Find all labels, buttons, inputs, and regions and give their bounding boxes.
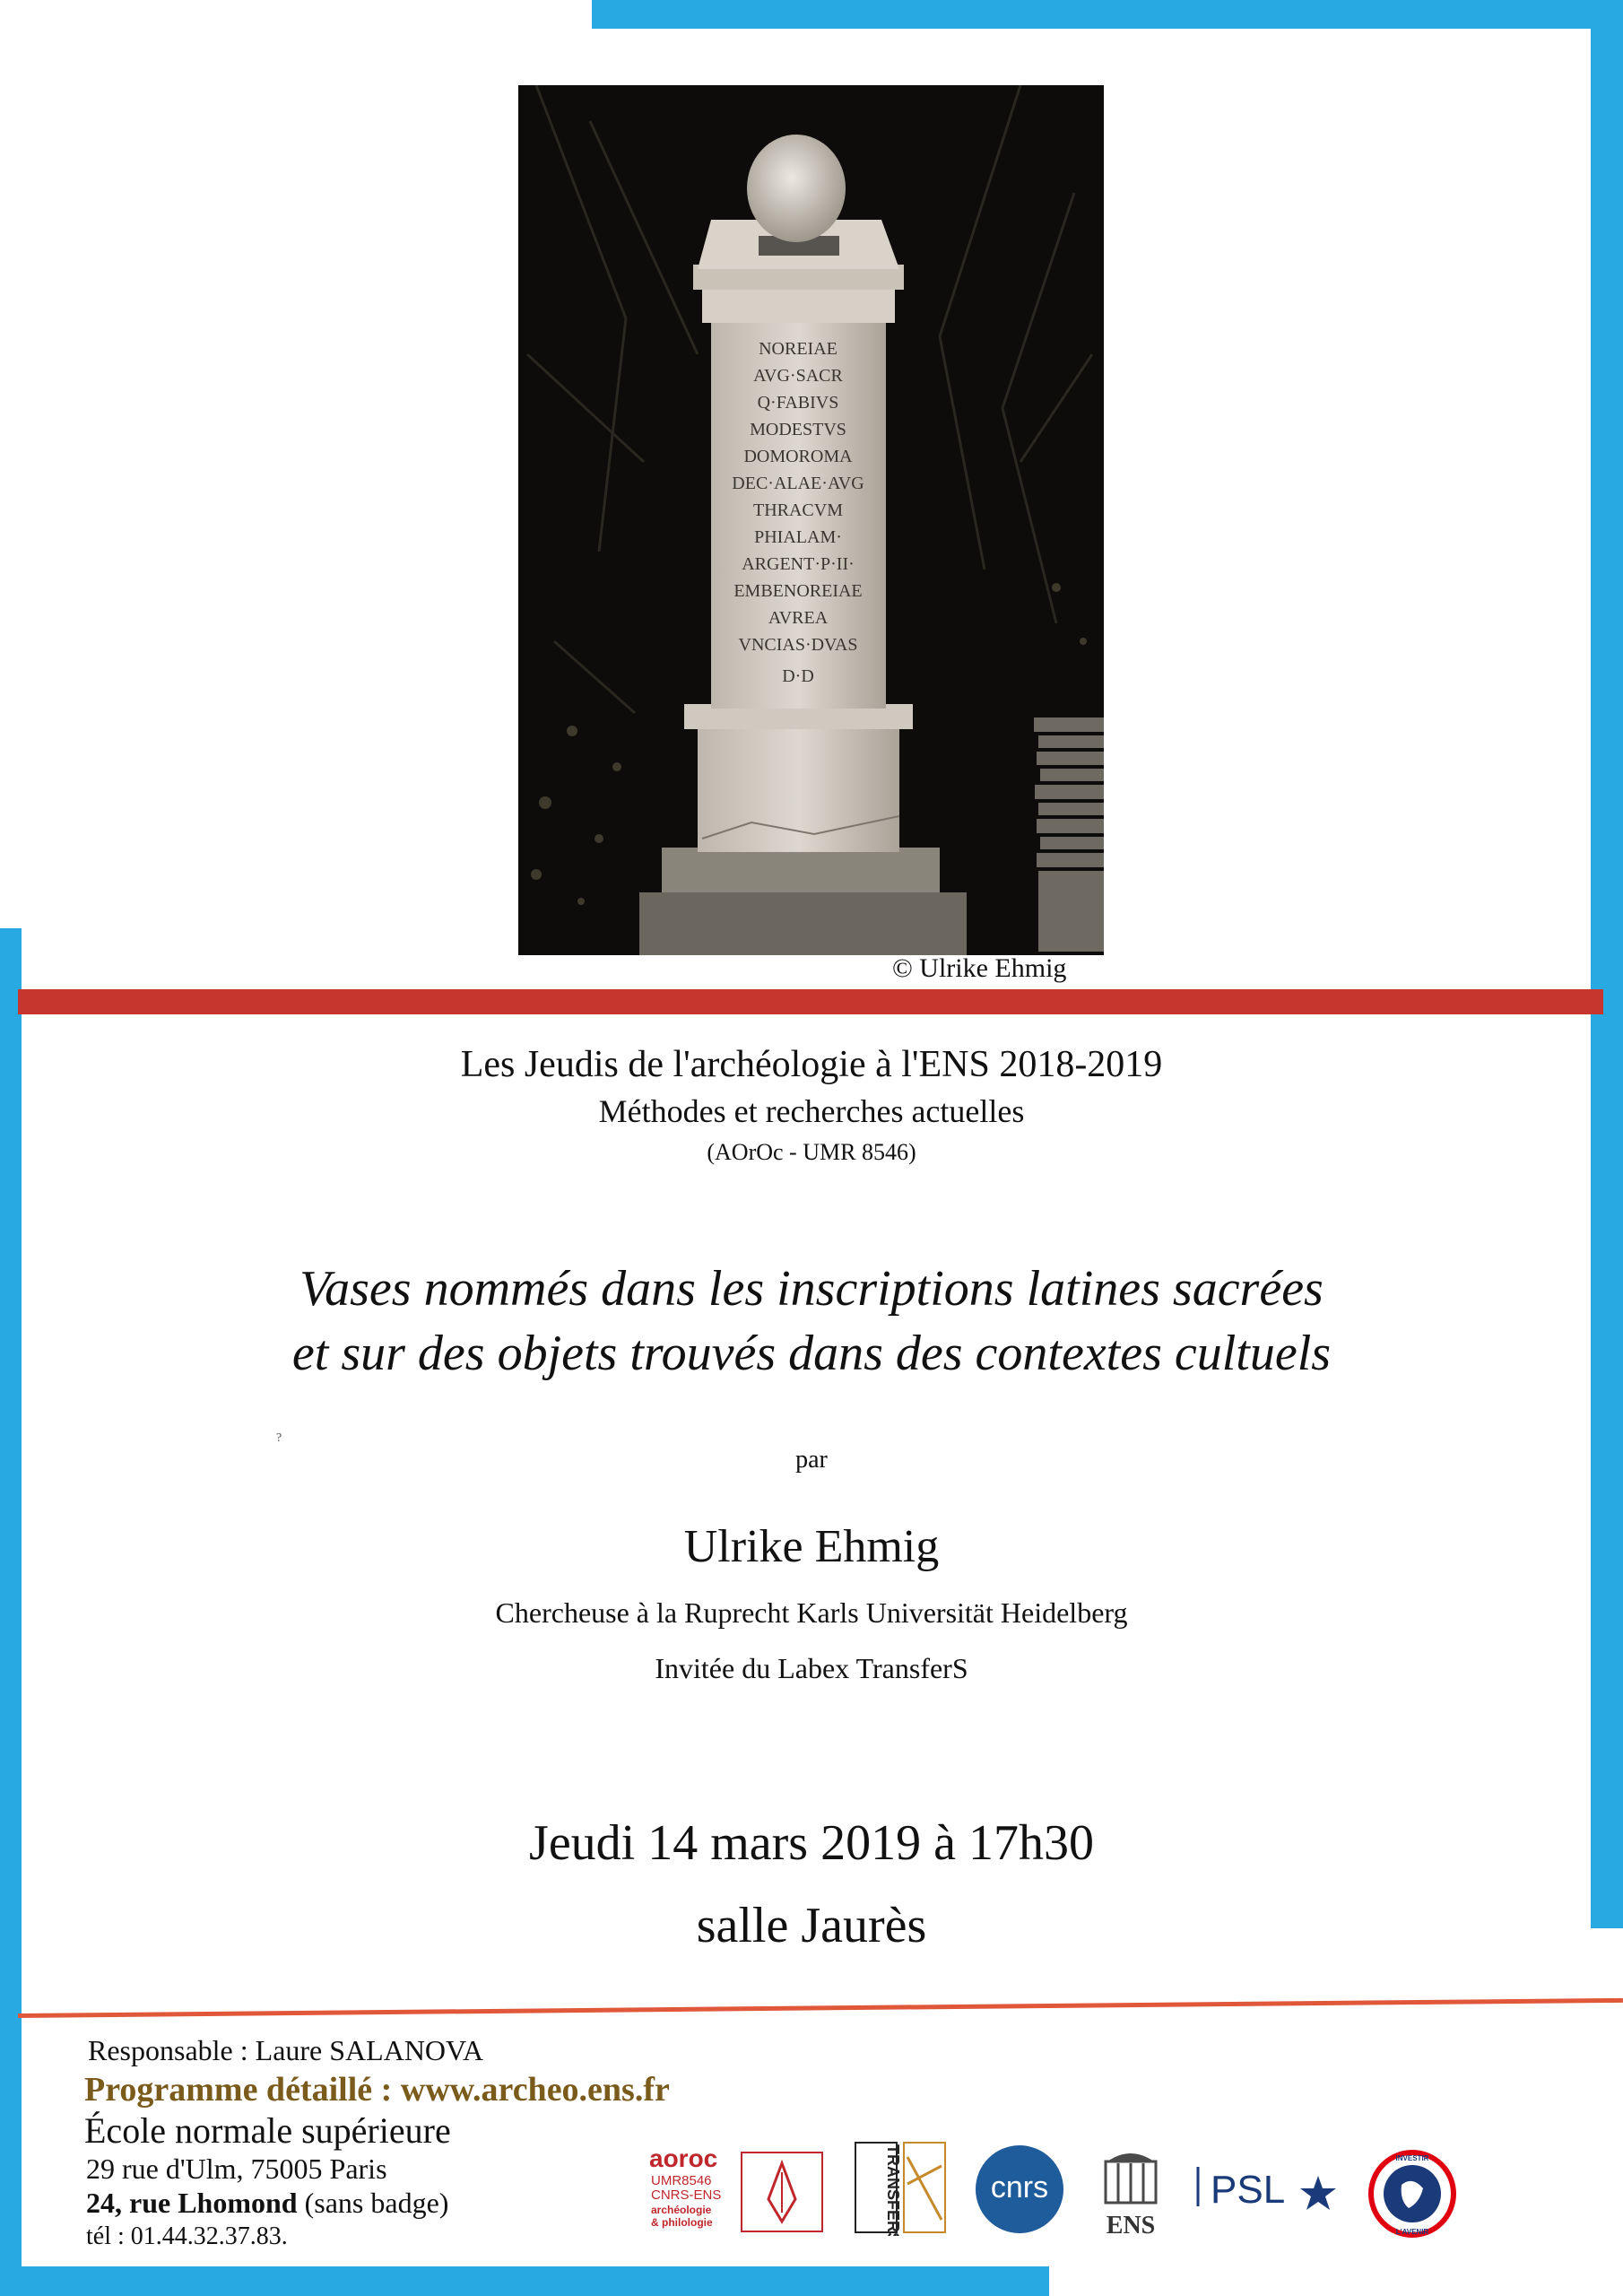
svg-text:ARGENT·P·II·: ARGENT·P·II· [742,554,855,574]
address-line2 [86,2187,448,2220]
svg-text:NOREIAE: NOREIAE [759,339,838,359]
aoroc-logo [647,2145,827,2235]
cnrs-logo [976,2145,1063,2233]
address-line2-street: 24, rue Lhomond [86,2187,298,2219]
ens-logo [1089,2142,1172,2239]
event-date: Jeudi 14 mars 2019 à 17h30 [529,1815,1094,1871]
aoroc-logo-line4: & philologie [651,2216,713,2229]
series-title: Les Jeudis de l'archéologie à l'ENS 2018-2019 [460,1044,1163,1085]
svg-text:DOMOROMA: DOMOROMA [743,447,853,466]
address-line1: 29 rue d'Ulm, 75005 Paris [86,2152,387,2185]
aoroc-logo-line3: archéologie [651,2204,712,2216]
svg-text:THRACVM: THRACVM [752,500,844,520]
psl-logo-text: PSL [1211,2168,1286,2212]
talk-title-line2: et sur des objets trouvés dans des contextes cultuels [291,1326,1332,1381]
svg-text:DEC·ALAE·AVG: DEC·ALAE·AVG [732,474,864,493]
research-unit: (AOrOc - UMR 8546) [707,1139,916,1165]
svg-text:EMBENOREIAE: EMBENOREIAE [733,581,863,601]
aoroc-logo-name: aoroc [649,2145,718,2172]
svg-text:AVREA: AVREA [768,608,829,628]
aoroc-logo-line1: UMR8546 [651,2173,712,2188]
speaker-affiliation: Chercheuse à la Ruprecht Karls Universität Heidelberg [495,1596,1128,1629]
altar-photo [518,85,1104,955]
transfers-logo [852,2139,950,2236]
telephone: tél : 01.44.32.37.83. [86,2222,288,2250]
red-divider [18,1998,1623,2018]
svg-text:AVG·SACR: AVG·SACR [753,366,843,386]
svg-text:D·D: D·D [782,666,814,686]
school-name: École normale supérieure [84,2110,451,2151]
svg-text:PHIALAM·: PHIALAM· [754,527,842,547]
aoroc-logo-line2: CNRS-ENS [651,2187,722,2203]
red-band [18,989,1603,1014]
speaker-invitation: Invitée du Labex TransferS [655,1652,968,1684]
svg-text:VNCIAS·DVAS: VNCIAS·DVAS [738,635,858,655]
right-blue-bar [1591,0,1623,1928]
stray-mark: ? [276,1431,282,1445]
svg-text:Q·FABIVS: Q·FABIVS [757,393,839,413]
bottom-blue-bar [0,2266,1049,2296]
investir-avenir-logo-bottom: L'AVENIR [1395,2228,1429,2236]
par-label: par [795,1446,828,1474]
cnrs-logo-text: cnrs [990,2170,1049,2205]
photo-credit: © Ulrike Ehmig [892,953,1067,983]
talk-title-line1: Vases nommés dans les inscriptions latines sacrées [299,1261,1324,1317]
programme-link[interactable]: Programme détaillé : www.archeo.ens.fr [84,2071,670,2109]
event-room: salle Jaurès [696,1898,927,1953]
investir-avenir-logo-top: INVESTIR [1395,2154,1429,2162]
organizer: Responsable : Laure SALANOVA [88,2034,484,2066]
speaker-name: Ulrike Ehmig [683,1521,940,1572]
transfers-logo-text: TRANSFERS [884,2144,902,2236]
top-blue-bar [592,0,1623,29]
series-subtitle: Méthodes et recherches actuelles [598,1093,1025,1129]
psl-logo [1193,2151,1336,2222]
address-line2-note: (sans badge) [297,2187,449,2219]
ens-logo-text: ENS [1106,2212,1156,2239]
svg-text:MODESTVS: MODESTVS [750,420,846,439]
investir-avenir-logo [1367,2149,1457,2239]
